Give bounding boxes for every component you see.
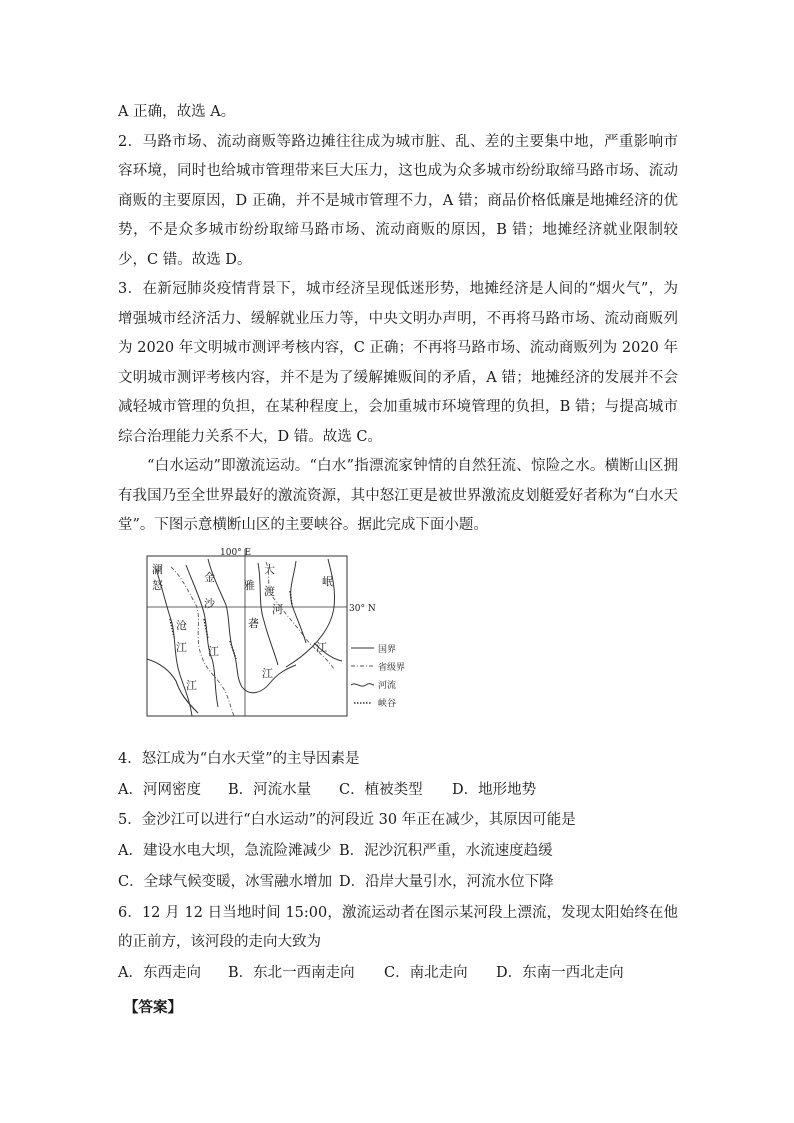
q4-option-b: B．河流水量 — [228, 781, 312, 798]
label-jin: 金 — [204, 571, 215, 584]
label-ya: 雅 — [244, 579, 255, 592]
label-nu: 怒 — [152, 579, 163, 592]
q4-option-d: D．地形地势 — [452, 781, 537, 798]
label-jiang-3: 江 — [208, 645, 219, 658]
map-legend — [351, 644, 405, 709]
q6-option-a: A．东西走向 — [118, 964, 201, 981]
answer-heading: 【答案】 — [124, 1000, 182, 1016]
label-lan: 澜 — [152, 563, 163, 576]
explanation-3: 3．在新冠肺炎疫情背景下，城市经济呈现低迷形势，地摊经济是人间的“烟火气”，为增强城市经济活力、缓解就业压力等，中央文明办声明，不再将马路市场、流动商贩列为 2020 年文明城市测评考核内容，C 正确；不再将马路市场、流动商贩列为 2020 年文明城市测评考核内容，并不是为了缓解摊贩间的矛盾，A 错；地摊经济的发展并不会减轻城市管理的负担，在某种程度上，会加重城市环境管理的负担，B 错；与提高城市综合治理能力关系不大，D 错。故选 C。 — [118, 281, 678, 445]
answer-line: A 正确，故选 A。 — [118, 104, 236, 120]
document-body — [118, 98, 678, 541]
legend-gorge: 峡谷 — [378, 699, 397, 709]
passage-intro: “白水运动”即激流运动。“白水”指漂流家钟情的自然狂流、惊险之水。横断山区拥有我国乃至全世界最好的激流资源，其中怒江更是被世界激流皮划艇爱好者称为“白水天堂”。下图示意横断山区的主要峡谷。据此完成下面小题。 — [118, 458, 678, 533]
q4-option-a: A．河网密度 — [118, 781, 201, 798]
q6-stem: 6．12 月 12 日当地时间 15:00，激流运动者在图示某河段上漂流，发现太阳始终在他的正前方，该河段的走向大致为 — [118, 904, 678, 950]
q5-option-c: C．全球气候变暖，冰雪融水增加 — [118, 874, 333, 890]
q6-option-b: B．东北一西南走向 — [228, 964, 355, 981]
label-he: 河 — [272, 603, 283, 616]
label-jiang-2: 江 — [186, 679, 197, 692]
legend-river: 河流 — [378, 681, 397, 691]
legend-provincial: 省级界 — [378, 663, 406, 673]
lon-label: 100° E — [220, 548, 252, 558]
q5-stem: 5．金沙江可以进行“白水运动”的河段近 30 年正在减少，其原因可能是 — [118, 812, 576, 828]
lat-label: 30° N — [349, 604, 376, 614]
label-lu: 砻 — [248, 617, 259, 630]
q5-option-a: A．建设水电大坝，急流险滩减少 — [118, 842, 332, 859]
q4-option-c: C．植被类型 — [339, 781, 423, 798]
label-jiang-5: 江 — [316, 641, 327, 654]
label-jiang-1: 江 — [176, 641, 187, 654]
q5-options-row2 — [118, 867, 678, 899]
q5-options-row1 — [118, 836, 678, 868]
q6-options — [118, 958, 678, 990]
legend-river-symbol — [351, 684, 374, 686]
q4-options — [118, 775, 678, 807]
label-sha: 沙 — [204, 597, 215, 610]
label-da: 大 — [264, 563, 275, 576]
explanation-2: 2．马路市场、流动商贩等路边摊往往成为城市脏、乱、差的主要集中地，严重影响市容环境，同时也给城市管理带来巨大压力，这也成为众多城市纷纷取缔马路市场、流动商贩的主要原因，D 正确，并不是城市管理不力，A 错；商品价格低廉是地摊经济的优势，不是众多城市纷纷取缔马路市场、流动商贩的原因，B 错；地摊经济就业限制较少，C 错。故选 D。 — [118, 133, 678, 268]
q6-option-d: D．东南一西北走向 — [496, 964, 624, 981]
label-min: 岷 — [322, 575, 333, 588]
label-jiang-4: 江 — [262, 667, 273, 680]
q5-option-b: B．泥沙沉积严重，水流速度趋缓 — [339, 842, 553, 859]
q6-option-c: C．南北走向 — [384, 964, 468, 981]
hengduan-gorge-map — [146, 547, 406, 717]
label-cang: 沧 — [176, 619, 187, 632]
q5-option-d: D．沿岸大量引水，河流水位下降 — [339, 874, 554, 890]
label-du: 渡 — [264, 585, 275, 598]
questions-block — [118, 745, 678, 989]
legend-national: 国界 — [378, 645, 397, 655]
q4-stem: 4．怒江成为“白水天堂”的主导因素是 — [118, 751, 360, 767]
